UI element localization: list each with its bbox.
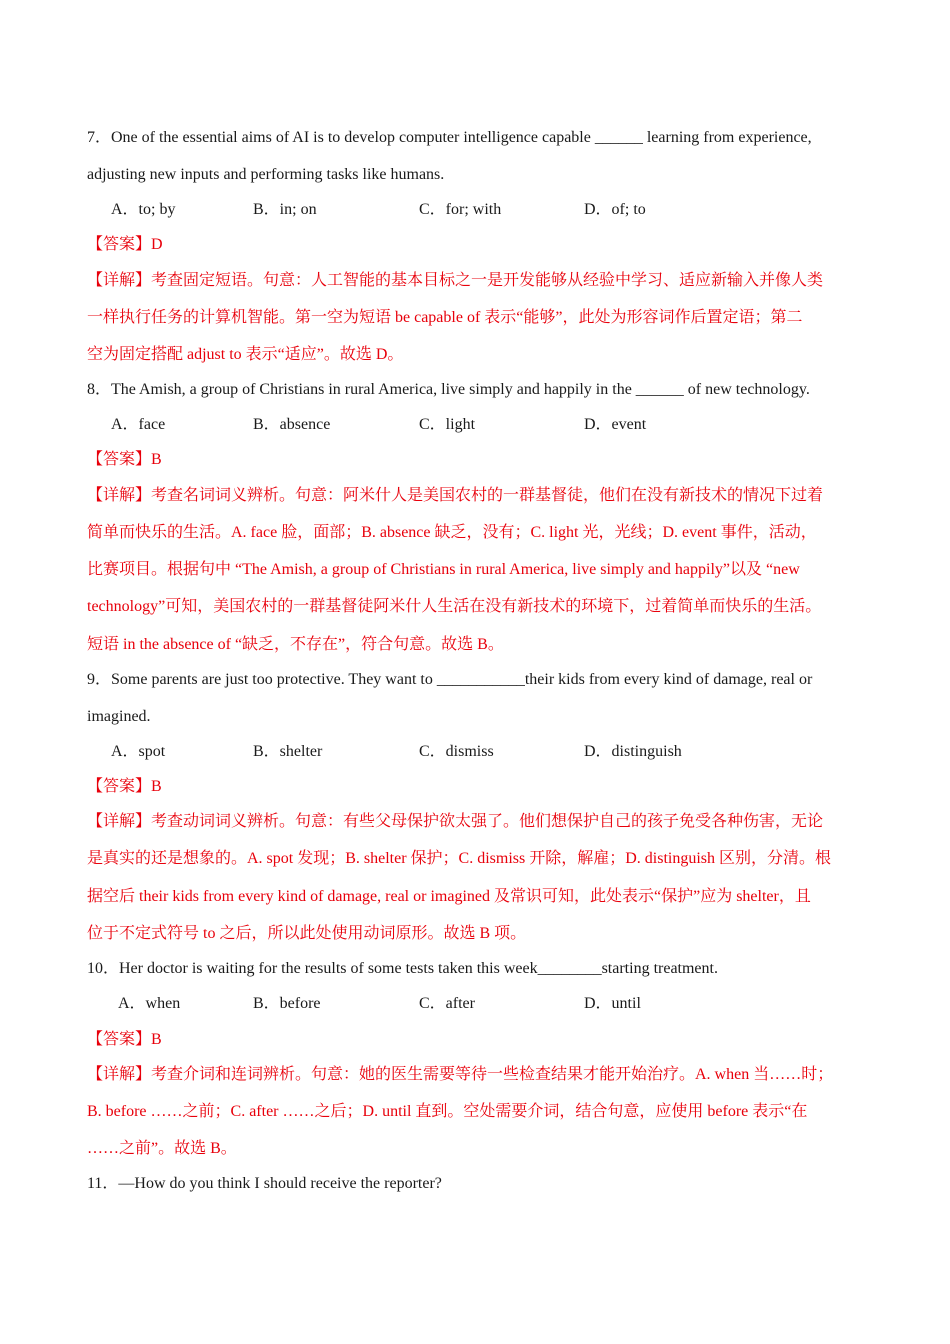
question-7-line-1: 7．One of the essential aims of AI is to develop computer intelligence capable ______ learning from experience, — [87, 129, 812, 146]
question-9-option-b: B．shelter — [253, 743, 323, 760]
question-9-detail-line-4: 位于不定式符号 to 之后，所以此处使用动词原形。故选 B 项。 — [87, 925, 527, 942]
question-9-detail-line-3: 据空后 their kids from every kind of damage, real or imagined 及常识可知，此处表示“保护”应为 shelter，且 — [87, 888, 811, 905]
question-9-line-1: 9．Some parents are just too protective. They want to ___________their kids from every kind of damage, real or — [87, 671, 813, 688]
question-10-detail-line-2: B. before ……之前；C. after ……之后；D. until 直到。空处需要介词，结合句意，应使用 before 表示“在 — [87, 1103, 808, 1120]
question-10-option-c: C．after — [419, 995, 475, 1012]
question-8-detail-line-4: technology”可知，美国农村的一群基督徒阿米什人生活在没有新技术的环境下，过着简单而快乐的生活。 — [87, 598, 822, 615]
question-7-line-2: adjusting new inputs and performing tasks like humans. — [87, 166, 445, 183]
question-10-option-d: D．until — [584, 995, 641, 1012]
question-8-detail-line-3: 比赛项目。根据句中 “The Amish, a group of Christians in rural America, live simply and happily”以及 “new — [87, 561, 800, 578]
question-11-line-1: 11．—How do you think I should receive the reporter? — [87, 1175, 442, 1192]
question-9-line-2: imagined. — [87, 708, 151, 725]
question-8-option-c: C．light — [419, 416, 476, 433]
question-9-option-d: D．distinguish — [584, 743, 682, 760]
question-10-detail-line-1: 【详解】考查介词和连词辨析。句意：她的医生需要等待一些检查结果才能开始治疗。A. when 当……时； — [87, 1066, 834, 1083]
question-8-line-1: 8．The Amish, a group of Christians in rural America, live simply and happily in the ______ of new technology. — [87, 381, 810, 398]
question-7-detail-line-3: 空为固定搭配 adjust to 表示“适应”。故选 D。 — [87, 346, 404, 363]
question-8-answer: 【答案】B — [87, 451, 162, 468]
question-10-line-1: 10．Her doctor is waiting for the results of some tests taken this week________starting treatment. — [87, 960, 718, 977]
question-7-option-a: A．to; by — [111, 201, 176, 218]
question-7-detail-line-2: 一样执行任务的计算机智能。第一空为短语 be capable of 表示“能够”，此处为形容词作后置定语；第二 — [87, 309, 803, 326]
question-8-detail-line-2: 简单而快乐的生活。A. face 脸，面部；B. absence 缺乏，没有；C. light 光，光线；D. event 事件，活动， — [87, 524, 817, 541]
question-9-option-c: C．dismiss — [419, 743, 494, 760]
question-9-answer: 【答案】B — [87, 778, 162, 795]
question-10-option-b: B．before — [253, 995, 321, 1012]
question-9-option-a: A．spot — [111, 743, 166, 760]
question-7-option-b: B．in; on — [253, 201, 317, 218]
question-10-detail-line-3: ……之前”。故选 B。 — [87, 1140, 237, 1157]
question-8-option-a: A．face — [111, 416, 166, 433]
question-10-answer: 【答案】B — [87, 1031, 162, 1048]
question-7-option-c: C．for; with — [419, 201, 502, 218]
question-10-option-a: A．when — [118, 995, 181, 1012]
question-8-detail-line-1: 【详解】考查名词词义辨析。句意：阿米什人是美国农村的一群基督徒，他们在没有新技术的情况下过着 — [87, 487, 824, 504]
question-7-detail-line-1: 【详解】考查固定短语。句意：人工智能的基本目标之一是开发能够从经验中学习、适应新输入并像人类 — [87, 272, 824, 289]
question-7-answer: 【答案】D — [87, 236, 163, 253]
question-9-detail-line-1: 【详解】考查动词词义辨析。句意：有些父母保护欲太强了。他们想保护自己的孩子免受各种伤害，无论 — [87, 813, 824, 830]
question-8-detail-line-5: 短语 in the absence of “缺乏，不存在”，符合句意。故选 B。 — [87, 636, 504, 653]
question-8-option-d: D．event — [584, 416, 647, 433]
question-7-option-d: D．of; to — [584, 201, 646, 218]
question-9-detail-line-2: 是真实的还是想象的。A. spot 发现；B. shelter 保护；C. dismiss 开除，解雇；D. distinguish 区别，分清。根 — [87, 850, 832, 867]
question-8-option-b: B．absence — [253, 416, 331, 433]
